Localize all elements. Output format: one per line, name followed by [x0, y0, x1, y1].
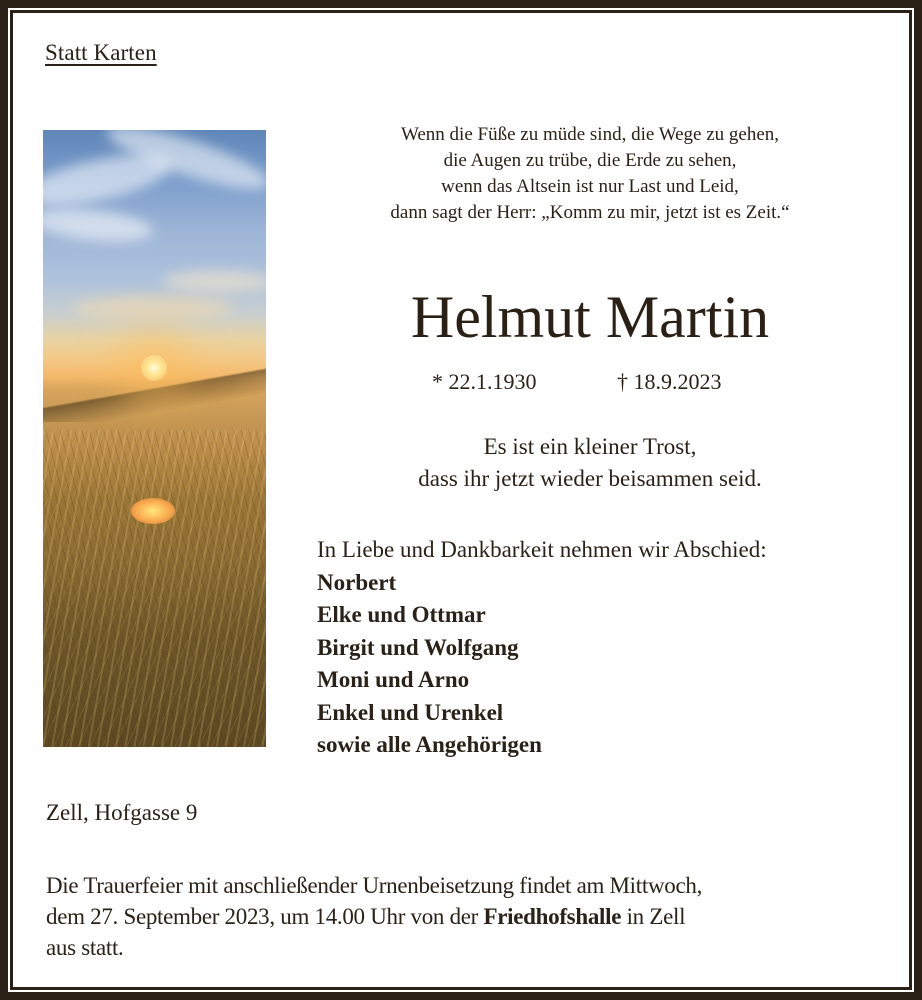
consolation-line: Es ist ein kleiner Trost,	[483, 434, 697, 459]
mourner-name: sowie alle Angehörigen	[317, 732, 542, 757]
poem-line: wenn das Altsein ist nur Last und Leid,	[441, 176, 739, 197]
cloud-shape	[163, 270, 266, 292]
mourner-name: Moni und Arno	[317, 667, 470, 692]
ceremony-line: aus statt.	[46, 935, 124, 960]
consolation-text	[300, 431, 880, 495]
poem-line: dann sagt der Herr: „Komm zu mir, jetzt ist es Zeit.“	[390, 202, 790, 223]
ceremony-line	[46, 901, 876, 932]
ceremony-details	[46, 870, 876, 963]
family-address: Zell, Hofgasse 9	[46, 800, 198, 825]
poem-line: Wenn die Füße zu müde sind, die Wege zu gehen,	[400, 124, 780, 145]
mourner-name: Norbert	[317, 569, 397, 595]
consolation-line: dass ihr jetzt wieder beisammen seid.	[418, 466, 762, 491]
ceremony-location-text: in Zell	[621, 904, 686, 929]
sun-glow	[141, 355, 167, 381]
birth-date: * 22.1.1930	[432, 369, 537, 394]
death-date: † 18.9.2023	[617, 369, 722, 394]
ceremony-date-text: dem 27. September 2023, um 14.00 Uhr von der	[46, 904, 484, 929]
mourner-name: Birgit und Wolfgang	[317, 634, 519, 660]
mourners-list	[317, 534, 767, 762]
cloud-shape	[73, 295, 233, 321]
mourner-name: Enkel und Urenkel	[317, 699, 504, 725]
ceremony-venue: Friedhofshalle	[483, 904, 622, 929]
mourner-name: Elke und Ottmar	[317, 602, 486, 627]
cloud-shape	[43, 204, 154, 246]
memorial-poem	[300, 122, 880, 226]
wheat-stalks	[43, 430, 266, 747]
header-label: Statt Karten	[45, 40, 157, 65]
lens-flare	[131, 498, 175, 524]
memorial-photo	[43, 130, 266, 747]
deceased-name: Helmut Martin	[410, 284, 770, 350]
poem-line: die Augen zu trübe, die Erde zu sehen,	[443, 150, 737, 171]
ceremony-line: Die Trauerfeier mit anschließender Urnenbeisetzung findet am Mittwoch,	[46, 873, 703, 898]
farewell-intro: In Liebe und Dankbarkeit nehmen wir Abschied:	[317, 537, 767, 562]
